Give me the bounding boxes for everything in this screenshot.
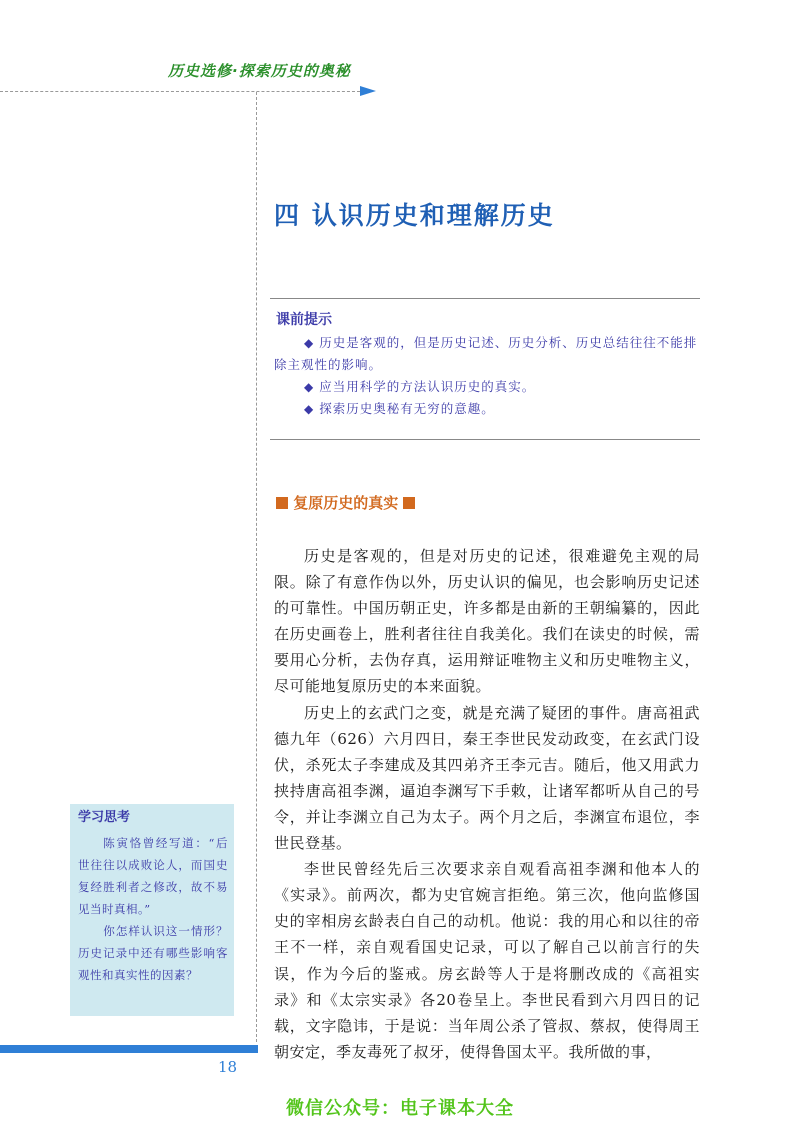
margin-divider (256, 92, 257, 1042)
diamond-bullet-icon: ◆ (304, 380, 315, 394)
diamond-bullet-icon: ◆ (304, 336, 315, 350)
square-bullet-icon (276, 497, 288, 509)
body-paragraph: 历史上的玄武门之变，就是充满了疑团的事件。唐高祖武德九年（626）六月四日，秦王李世民发动政变，在玄武门设伏，杀死太子李建成及其四弟齐王李元吉。随后，他又用武力挟持唐高祖李渊，逼迫李渊写下手敕，让诸军都听从自己的号令，并让李渊立自己为太子。两个月之后，李渊宣布退位，李世民登基。 (274, 703, 700, 853)
preview-item (274, 376, 700, 398)
diamond-bullet-icon: ◆ (304, 402, 315, 416)
preview-box (270, 298, 700, 440)
study-think-sidebar (70, 804, 234, 1016)
preview-item-text: 历史是客观的，但是历史记述、历史分析、历史总结往往不能排除主观性的影响。 (274, 335, 698, 372)
body-text (274, 543, 700, 1065)
header-divider (0, 91, 360, 92)
running-header-title: 历史选修·探索历史的奥秘 (168, 62, 351, 80)
header-arrow-icon (360, 86, 376, 96)
sidebar-paragraph: 陈寅恪曾经写道：“后世往往以成败论人，而国史复经胜利者之修改，故不易见当时真相。” (78, 836, 228, 916)
section-heading-text: 复原历史的真实 (293, 494, 399, 512)
square-bullet-icon (403, 497, 415, 509)
sidebar-heading: 学习思考 (78, 810, 131, 825)
chapter-title: 四 认识历史和理解历史 (274, 201, 555, 230)
preview-item (274, 398, 700, 420)
sidebar-paragraph: 你怎样认识这一情形？历史记录中还有哪些影响客观性和真实性的因素？ (78, 924, 228, 982)
preview-item-text: 应当用科学的方法认识历史的真实。 (319, 379, 536, 394)
section-heading (276, 492, 415, 513)
watermark-text: 微信公众号：电子课本大全 (286, 1098, 514, 1119)
preview-heading: 课前提示 (276, 312, 332, 328)
preview-list (274, 332, 700, 420)
page-number: 18 (218, 1058, 238, 1076)
footer-bar (0, 1045, 258, 1053)
preview-item (274, 332, 700, 376)
preview-item-text: 探索历史奥秘有无穷的意趣。 (319, 401, 495, 416)
body-paragraph: 历史是客观的，但是对历史的记述，很难避免主观的局限。除了有意作伪以外，历史认识的偏见，也会影响历史记述的可靠性。中国历朝正史，许多都是由新的王朝编纂的，因此在历史画卷上，胜利者往往自我美化。我们在读史的时候，需要用心分析，去伪存真，运用辩证唯物主义和历史唯物主义，尽可能地复原历史的本来面貌。 (274, 547, 700, 696)
body-paragraph: 李世民曾经先后三次要求亲自观看高祖李渊和他本人的《实录》。前两次，都为史官婉言拒绝。第三次，他向监修国史的宰相房玄龄表白自己的动机。他说：我的用心和以往的帝王不一样，亲自观看国史记录，可以了解自己以前言行的失误，作为今后的鉴戒。房玄龄等人于是将删改成的《高祖实录》和《太宗实录》各20卷呈上。李世民看到六月四日的记载，文字隐讳，于是说：当年周公杀了管叔、蔡叔，使得周王朝安定，季友毒死了叔牙，使得鲁国太平。我所做的事， (274, 860, 700, 1061)
